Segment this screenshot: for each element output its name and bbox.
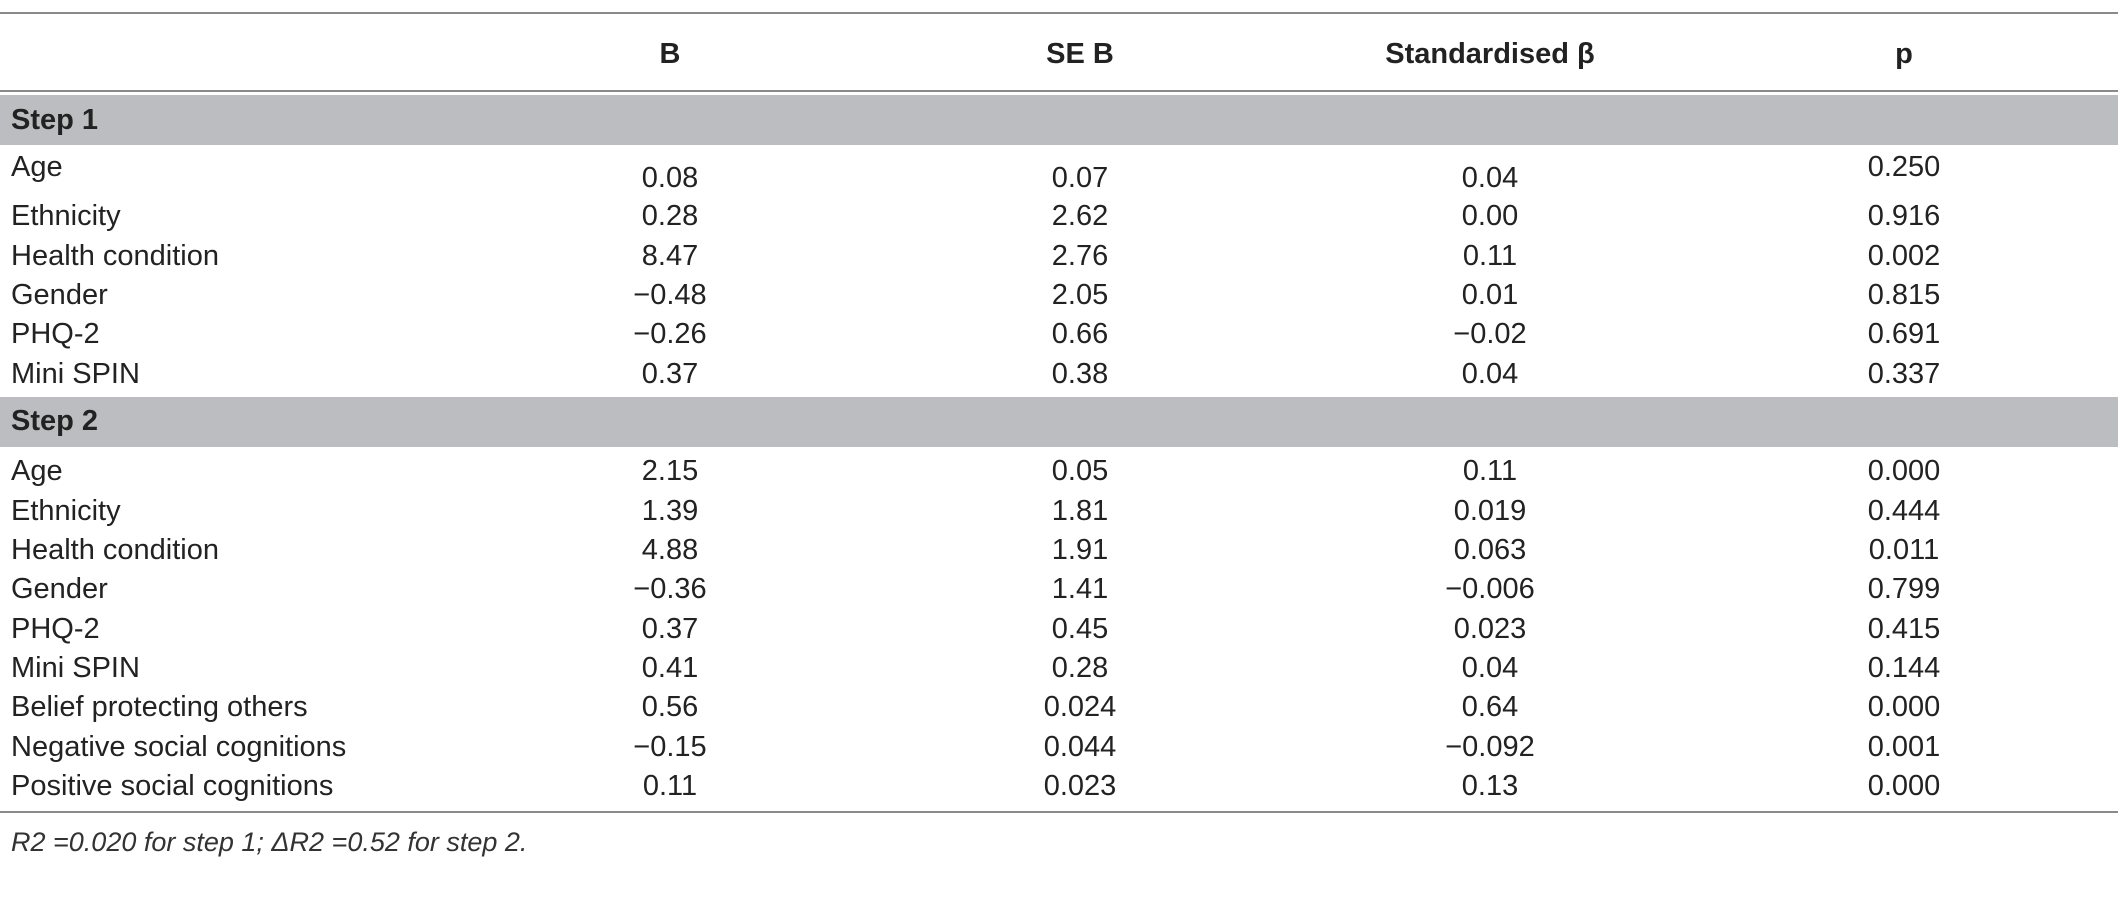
cell-b: −0.36 xyxy=(633,573,707,606)
cell-beta: 0.04 xyxy=(1461,652,1519,685)
row-label: Health condition xyxy=(11,533,219,566)
step-1-title: Step 1 xyxy=(11,103,99,136)
cell-b: 8.47 xyxy=(641,239,699,272)
cell-beta: −0.092 xyxy=(1445,730,1535,763)
cell-b: 0.28 xyxy=(641,200,699,233)
row-label: Negative social cognitions xyxy=(11,730,347,763)
step-1-band xyxy=(0,95,2118,145)
table-row xyxy=(0,145,2118,197)
table-row xyxy=(0,236,2118,275)
row-label: Gender xyxy=(11,278,108,311)
cell-b: 2.15 xyxy=(641,455,699,488)
cell-p: 0.011 xyxy=(1868,533,1940,566)
cell-p: 0.000 xyxy=(1867,770,1941,803)
cell-p: 0.000 xyxy=(1867,691,1941,724)
cell-se-b: 2.05 xyxy=(1051,278,1109,311)
cell-se-b: 1.91 xyxy=(1051,533,1109,566)
header-standardised-beta: Standardised β xyxy=(1385,37,1595,70)
cell-se-b: 2.62 xyxy=(1051,200,1109,233)
row-label: Gender xyxy=(11,573,108,606)
cell-beta: −0.02 xyxy=(1453,318,1527,351)
cell-b: 0.11 xyxy=(642,770,698,803)
cell-b: −0.48 xyxy=(633,278,707,311)
cell-p: 0.415 xyxy=(1867,612,1941,645)
cell-se-b: 0.044 xyxy=(1043,730,1117,763)
row-label: Ethnicity xyxy=(11,494,121,527)
cell-se-b: 0.05 xyxy=(1051,455,1109,488)
table-row xyxy=(0,355,2118,394)
cell-beta: 0.11 xyxy=(1462,239,1518,272)
row-label: PHQ-2 xyxy=(11,318,100,351)
cell-p: 0.444 xyxy=(1867,494,1941,527)
cell-se-b: 0.28 xyxy=(1051,652,1109,685)
cell-beta: 0.01 xyxy=(1461,278,1519,311)
row-label: Mini SPIN xyxy=(11,652,140,685)
table-row xyxy=(0,688,2118,727)
table-row xyxy=(0,570,2118,609)
cell-se-b: 0.024 xyxy=(1043,691,1117,724)
cell-beta: 0.04 xyxy=(1461,357,1519,390)
cell-b: 0.37 xyxy=(641,357,699,390)
cell-p: 0.250 xyxy=(1867,151,1941,183)
row-label: Positive social cognitions xyxy=(11,770,334,803)
cell-se-b: 0.023 xyxy=(1043,770,1117,803)
table-row xyxy=(0,767,2118,806)
cell-beta: 0.063 xyxy=(1453,533,1527,566)
cell-b: 4.88 xyxy=(641,533,699,566)
cell-b: 0.56 xyxy=(641,691,699,724)
cell-p: 0.000 xyxy=(1867,455,1941,488)
row-label: Age xyxy=(11,455,63,488)
cell-se-b: 0.45 xyxy=(1051,612,1109,645)
cell-b: 0.08 xyxy=(641,162,699,194)
row-label: Health condition xyxy=(11,239,219,272)
cell-se-b: 0.38 xyxy=(1051,357,1109,390)
cell-beta: −0.006 xyxy=(1445,573,1535,606)
row-label: Ethnicity xyxy=(11,200,121,233)
table-row xyxy=(0,197,2118,236)
cell-p: 0.002 xyxy=(1867,239,1941,272)
row-label: PHQ-2 xyxy=(11,612,100,645)
header-b: B xyxy=(659,37,681,70)
cell-p: 0.691 xyxy=(1867,318,1941,351)
cell-se-b: 1.41 xyxy=(1051,573,1109,606)
table-row xyxy=(0,315,2118,354)
cell-p: 0.799 xyxy=(1867,573,1941,606)
cell-p: 0.815 xyxy=(1867,278,1941,311)
table-row xyxy=(0,728,2118,767)
cell-beta: 0.00 xyxy=(1461,200,1519,233)
cell-beta: 0.023 xyxy=(1453,612,1527,645)
cell-se-b: 0.07 xyxy=(1051,162,1109,194)
cell-b: −0.15 xyxy=(633,730,707,763)
table-header-row xyxy=(0,14,2118,90)
table-row xyxy=(0,610,2118,649)
table-row xyxy=(0,452,2118,491)
row-label: Belief protecting others xyxy=(11,691,308,724)
step-2-band xyxy=(0,397,2118,447)
cell-b: 1.39 xyxy=(641,494,699,527)
cell-b: −0.26 xyxy=(633,318,707,351)
regression-table xyxy=(0,12,2118,858)
table-row xyxy=(0,531,2118,570)
row-label: Age xyxy=(11,151,63,183)
cell-se-b: 0.66 xyxy=(1051,318,1109,351)
header-p: p xyxy=(1895,37,1913,70)
table-row xyxy=(0,276,2118,315)
cell-b: 0.41 xyxy=(641,652,699,685)
cell-beta: 0.64 xyxy=(1461,691,1519,724)
cell-beta: 0.13 xyxy=(1461,770,1519,803)
cell-p: 0.144 xyxy=(1867,652,1941,685)
header-se-b: SE B xyxy=(1046,37,1114,70)
cell-se-b: 1.81 xyxy=(1051,494,1109,527)
cell-b: 0.37 xyxy=(641,612,699,645)
table-footnote: R2 =0.020 for step 1; ΔR2 =0.52 for step 2. xyxy=(11,827,528,858)
cell-beta: 0.019 xyxy=(1453,494,1527,527)
header-rule xyxy=(0,90,2118,92)
table-row xyxy=(0,491,2118,530)
cell-se-b: 2.76 xyxy=(1051,239,1109,272)
cell-beta: 0.11 xyxy=(1462,455,1518,488)
table-row xyxy=(0,649,2118,688)
step-2-title: Step 2 xyxy=(11,405,99,438)
row-label: Mini SPIN xyxy=(11,357,140,390)
cell-p: 0.001 xyxy=(1867,730,1941,763)
cell-beta: 0.04 xyxy=(1461,162,1519,194)
cell-p: 0.916 xyxy=(1867,200,1941,233)
cell-p: 0.337 xyxy=(1867,357,1941,390)
